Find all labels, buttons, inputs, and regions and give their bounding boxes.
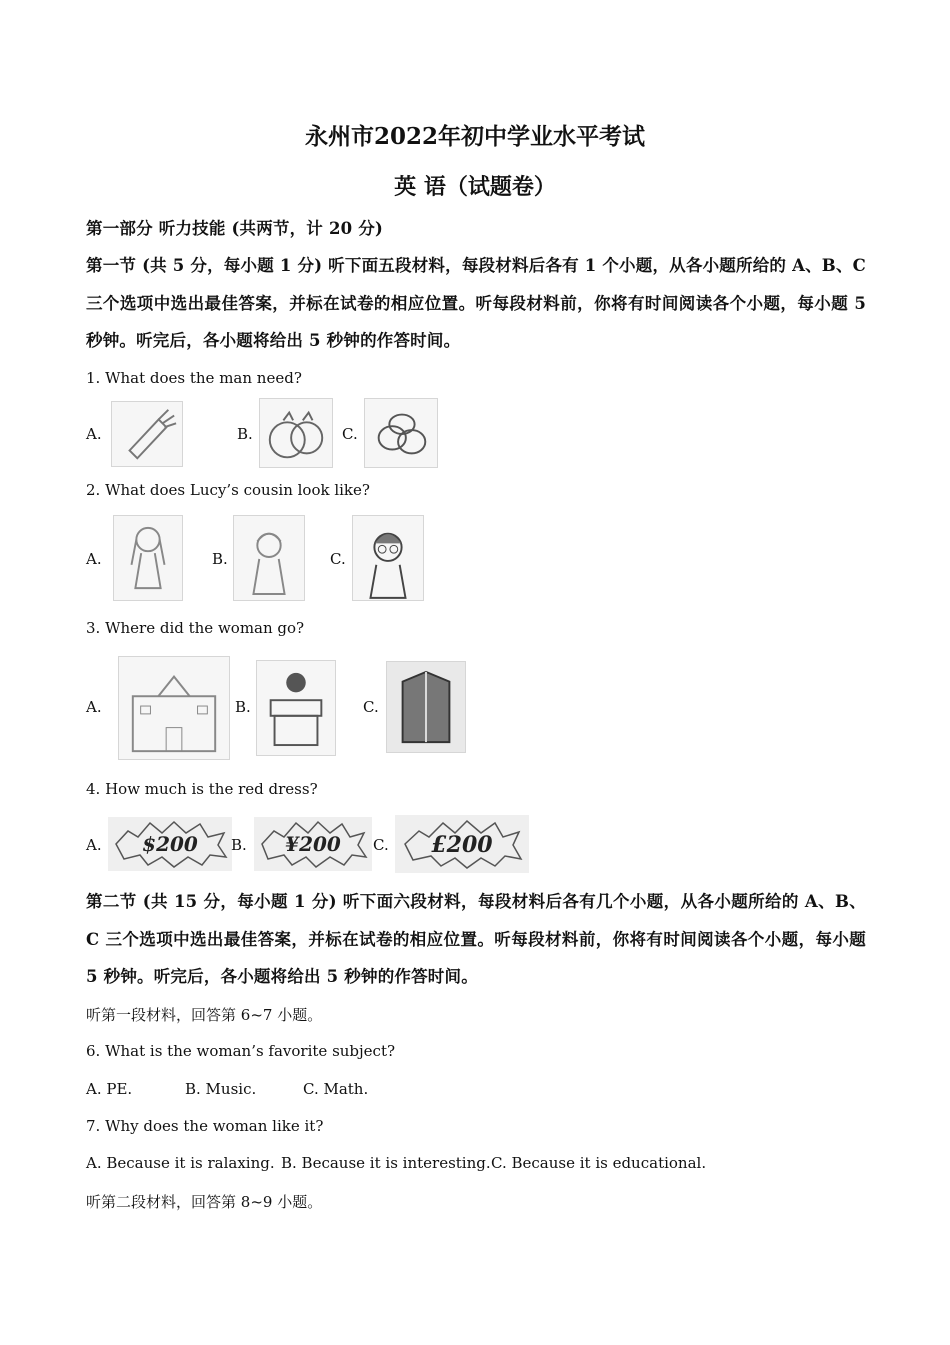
girl-short-hair-picture[interactable]	[233, 515, 305, 601]
question-6-text: 6. What is the woman’s favorite subject?	[86, 1042, 396, 1060]
potato-picture[interactable]	[364, 398, 438, 468]
question-4-text: 4. How much is the red dress?	[86, 780, 318, 798]
q6-option-c: C. Math.	[303, 1080, 369, 1098]
q6-option-b: B. Music.	[185, 1080, 257, 1098]
section2-instructions: 第二节 (共 15 分，每小题 1 分) 听下面六段材料，每段材料后各有几个小题，从各小题所给的 A、B、C 三个选项中选出最佳答案，并标在试卷的相应位置。听每段材料前，你将有时间阅读各个小题，每小题 5 秒钟。听完后，各小题将给出 5 秒钟的作答时间。	[86, 892, 866, 986]
q6-option-a: A. PE.	[86, 1080, 133, 1098]
carrot-picture[interactable]	[111, 401, 183, 467]
question-1-text: 1. What does the man need?	[86, 369, 302, 387]
question-2-text: 2. What does Lucy’s cousin look like?	[86, 481, 370, 499]
price-pound-picture[interactable]	[395, 815, 529, 873]
price-dollar-picture[interactable]	[108, 817, 232, 871]
question-3-text: 3. Where did the woman go?	[86, 619, 305, 637]
cinema-picture[interactable]	[256, 660, 336, 756]
q7-option-c: C. Because it is educational.	[491, 1154, 707, 1172]
exam-title: 永州市2022年初中学业水平考试	[304, 123, 645, 150]
library-picture[interactable]	[386, 661, 466, 753]
q1-option-a-label: A.	[86, 425, 102, 443]
q3-option-a-label: A.	[86, 698, 102, 716]
price-c-text: £200	[431, 832, 493, 858]
q2-option-a-label: A.	[86, 550, 102, 568]
price-a-text: $200	[142, 832, 198, 856]
q7-option-a: A. Because it is ralaxing.	[86, 1154, 275, 1172]
q1-option-b-label: B.	[237, 425, 253, 443]
q4-option-a-label: A.	[86, 836, 102, 854]
part1-heading: 第一部分 听力技能 (共两节，计 20 分)	[86, 219, 383, 238]
q1-option-c-label: C.	[342, 425, 358, 443]
q4-option-c-label: C.	[373, 836, 389, 854]
q4-option-b-label: B.	[231, 836, 247, 854]
material-2-note: 听第二段材料，回答第 8~9 小题。	[86, 1193, 323, 1211]
tomato-picture[interactable]	[259, 398, 333, 468]
school-building-picture[interactable]	[118, 656, 230, 760]
girl-long-hair-picture[interactable]	[113, 515, 183, 601]
boy-glasses-picture[interactable]	[352, 515, 424, 601]
price-yen-picture[interactable]	[254, 817, 372, 871]
exam-subtitle: 英 语（试题卷）	[394, 174, 556, 200]
question-7-text: 7. Why does the woman like it?	[86, 1117, 324, 1135]
price-b-text: ¥200	[285, 832, 341, 856]
material-1-note: 听第一段材料，回答第 6~7 小题。	[86, 1006, 323, 1024]
q7-option-b: B. Because it is interesting.	[281, 1154, 491, 1172]
q2-option-c-label: C.	[330, 550, 346, 568]
q3-option-b-label: B.	[235, 698, 251, 716]
q2-option-b-label: B.	[212, 550, 228, 568]
section1-instructions: 第一节 (共 5 分，每小题 1 分) 听下面五段材料，每段材料后各有 1 个小题，从各小题所给的 A、B、C 三个选项中选出最佳答案，并标在试卷的相应位置。听每段材料前，你将有时间阅读各个小题，每小题 5 秒钟。听完后，各小题将给出 5 秒钟的作答时间。	[86, 256, 866, 350]
q3-option-c-label: C.	[363, 698, 379, 716]
